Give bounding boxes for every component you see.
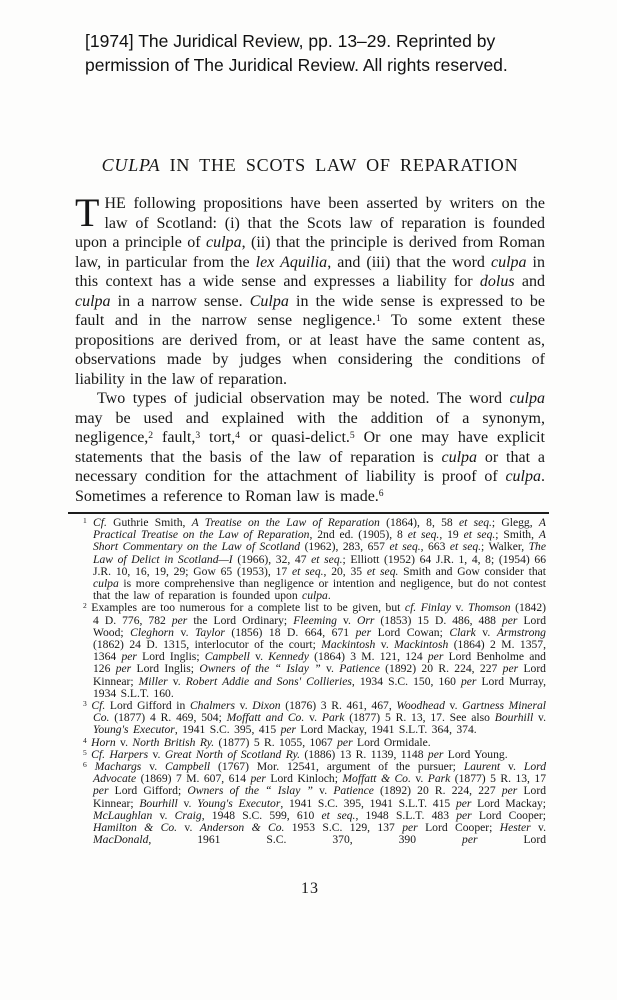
article-title-rest: IN THE SCOTS LAW OF REPARATION <box>160 155 519 175</box>
article-body <box>75 190 546 506</box>
paragraph-2 <box>75 389 545 506</box>
footnote-separator-rule <box>68 512 549 514</box>
copyright-line-1: [1974] The Juridical Review, pp. 13–29. Reprinted by <box>85 31 496 51</box>
footnote-6: $^6$ Machargs v. Campbell (1767) Mor. 12541, argument of the pursuer; Laurent v. Lord Advocate (1869) 7 M. 607, 614 per Lord Kinloch; Moffatt & Co. v. Park (1877) 5 R. 13, 17 per Lord Gifford; Owners of the “ Islay ” v. Patience (1892) 20 R. 224, 227 per Lord Kinnear; Bourhill v. Young's Executor, 1941 S.C. 395, 1941 S.L.T. 415 per Lord Mackay; McLaughlan v. Craig, 1948 S.C. 599, 610 et seq., 1948 S.L.T. 483 per Lord Cooper; Hamilton & Co. v. Anderson & Co. 1953 S.C. 129, 137 per Lord Cooper; Hester v. MacDonald, 1961 S.C. 370, 390 per Lord <box>83 760 547 847</box>
footnote-3: $^3$ Cf. Lord Gifford in Chalmers v. Dixon (1876) 3 R. 461, 467, Woodhead v. Gartness Mineral Co. (1877) 4 R. 469, 504; Moffatt and Co. v. Park (1877) 5 R. 13, 17. See also Bourhill v. Young's Executor, 1941 S.C. 395, 415 per Lord Mackay, 1941 S.L.T. 364, 374. <box>83 699 546 737</box>
copyright-notice <box>85 30 555 77</box>
article-title <box>75 155 545 176</box>
page-number: 13 <box>301 880 319 897</box>
article-title-italic: CULPA <box>101 155 161 175</box>
copyright-line-2: permission of The Juridical Review. All rights reserved. <box>85 54 508 75</box>
paragraph-1-text: HE following propositions have been asserted by writers on the law of Scotland: (i) that the Scots law of reparation is founded upon a principle of culpa, (ii) that the principle is derived from Roman law, in particular from the lex Aquilia, and (iii) that the word culpa in this context has a wide sense and expresses a liability for dolus and culpa in a narrow sense. Culpa in the wide sense is expressed to be fault and in the narrow sense negligence.$^1$ To some extent these propositions are derived from, or at least have the same content as, observations made by judges when considering the conditions of liability in the law of reparation. <box>75 195 546 388</box>
footnote-2: $^2$ Examples are too numerous for a complete list to be given, but cf. Finlay v. Thomson (1842) 4 D. 776, 782 per the Lord Ordinary; Fleeming v. Orr (1853) 15 D. 486, 488 per Lord Wood; Cleghorn v. Taylor (1856) 18 D. 664, 671 per Lord Cowan; Clark v. Armstrong (1862) 24 D. 1315, interlocutor of the court; Mackintosh v. Mackintosh (1864) 2 M. 1357, 1364 per Lord Inglis; Campbell v. Kennedy (1864) 3 M. 121, 124 per Lord Benholme and 126 per Lord Inglis; Owners of the “ Islay ” v. Patience (1892) 20 R. 224, 227 per Lord Kinnear; Miller v. Robert Addie and Sons' Collieries, 1934 S.C. 150, 160 per Lord Murray, 1934 S.L.T. 160. <box>83 601 547 700</box>
footnote-4: $^4$ Horn v. North British Ry. (1877) 5 R. 1055, 1067 per Lord Ormidale. <box>83 735 431 749</box>
drop-cap: T <box>75 190 100 235</box>
paragraph-2-text: Two types of judicial observation may be noted. The word culpa may be used and explained with the addition of a synonym, negligence,$^2$ fault,$^3$ tort,$^4$ or quasi-delict.$^5$ Or one may have explicit statements that the basis of the law of reparation is culpa or that a necessary condition for the attachment of liability is proof of culpa. Sometimes a reference to Roman law is made.$^6$ <box>75 390 546 505</box>
footnote-1: $^1$ Cf. Guthrie Smith, A Treatise on the Law of Reparation (1864), 8, 58 et seq.; Glegg, A Practical Treatise on the Law of Reparation, 2nd ed. (1905), 8 et seq., 19 et seq.; Smith, A Short Commentary on the Law of Scotland (1962), 283, 657 et seq., 663 et seq.; Walker, The Law of Delict in Scotland—I (1966), 32, 47 et seq.; Elliott (1952) 64 J.R. 1, 4, 8; (1954) 66 J.R. 10, 16, 19, 29; Gow 65 (1953), 17 et seq., 20, 35 et seq. Smith and Gow consider that culpa is more comprehensive than negligence or intention and negligence, but do not contest that the law of reparation is founded upon culpa. <box>83 515 546 603</box>
footnote-5: $^5$ Cf. Harpers v. Great North of Scotland Ry. (1886) 13 R. 1139, 1148 per Lord Young. <box>83 747 508 761</box>
footnotes-section <box>75 517 546 846</box>
paragraph-1 <box>75 190 546 389</box>
